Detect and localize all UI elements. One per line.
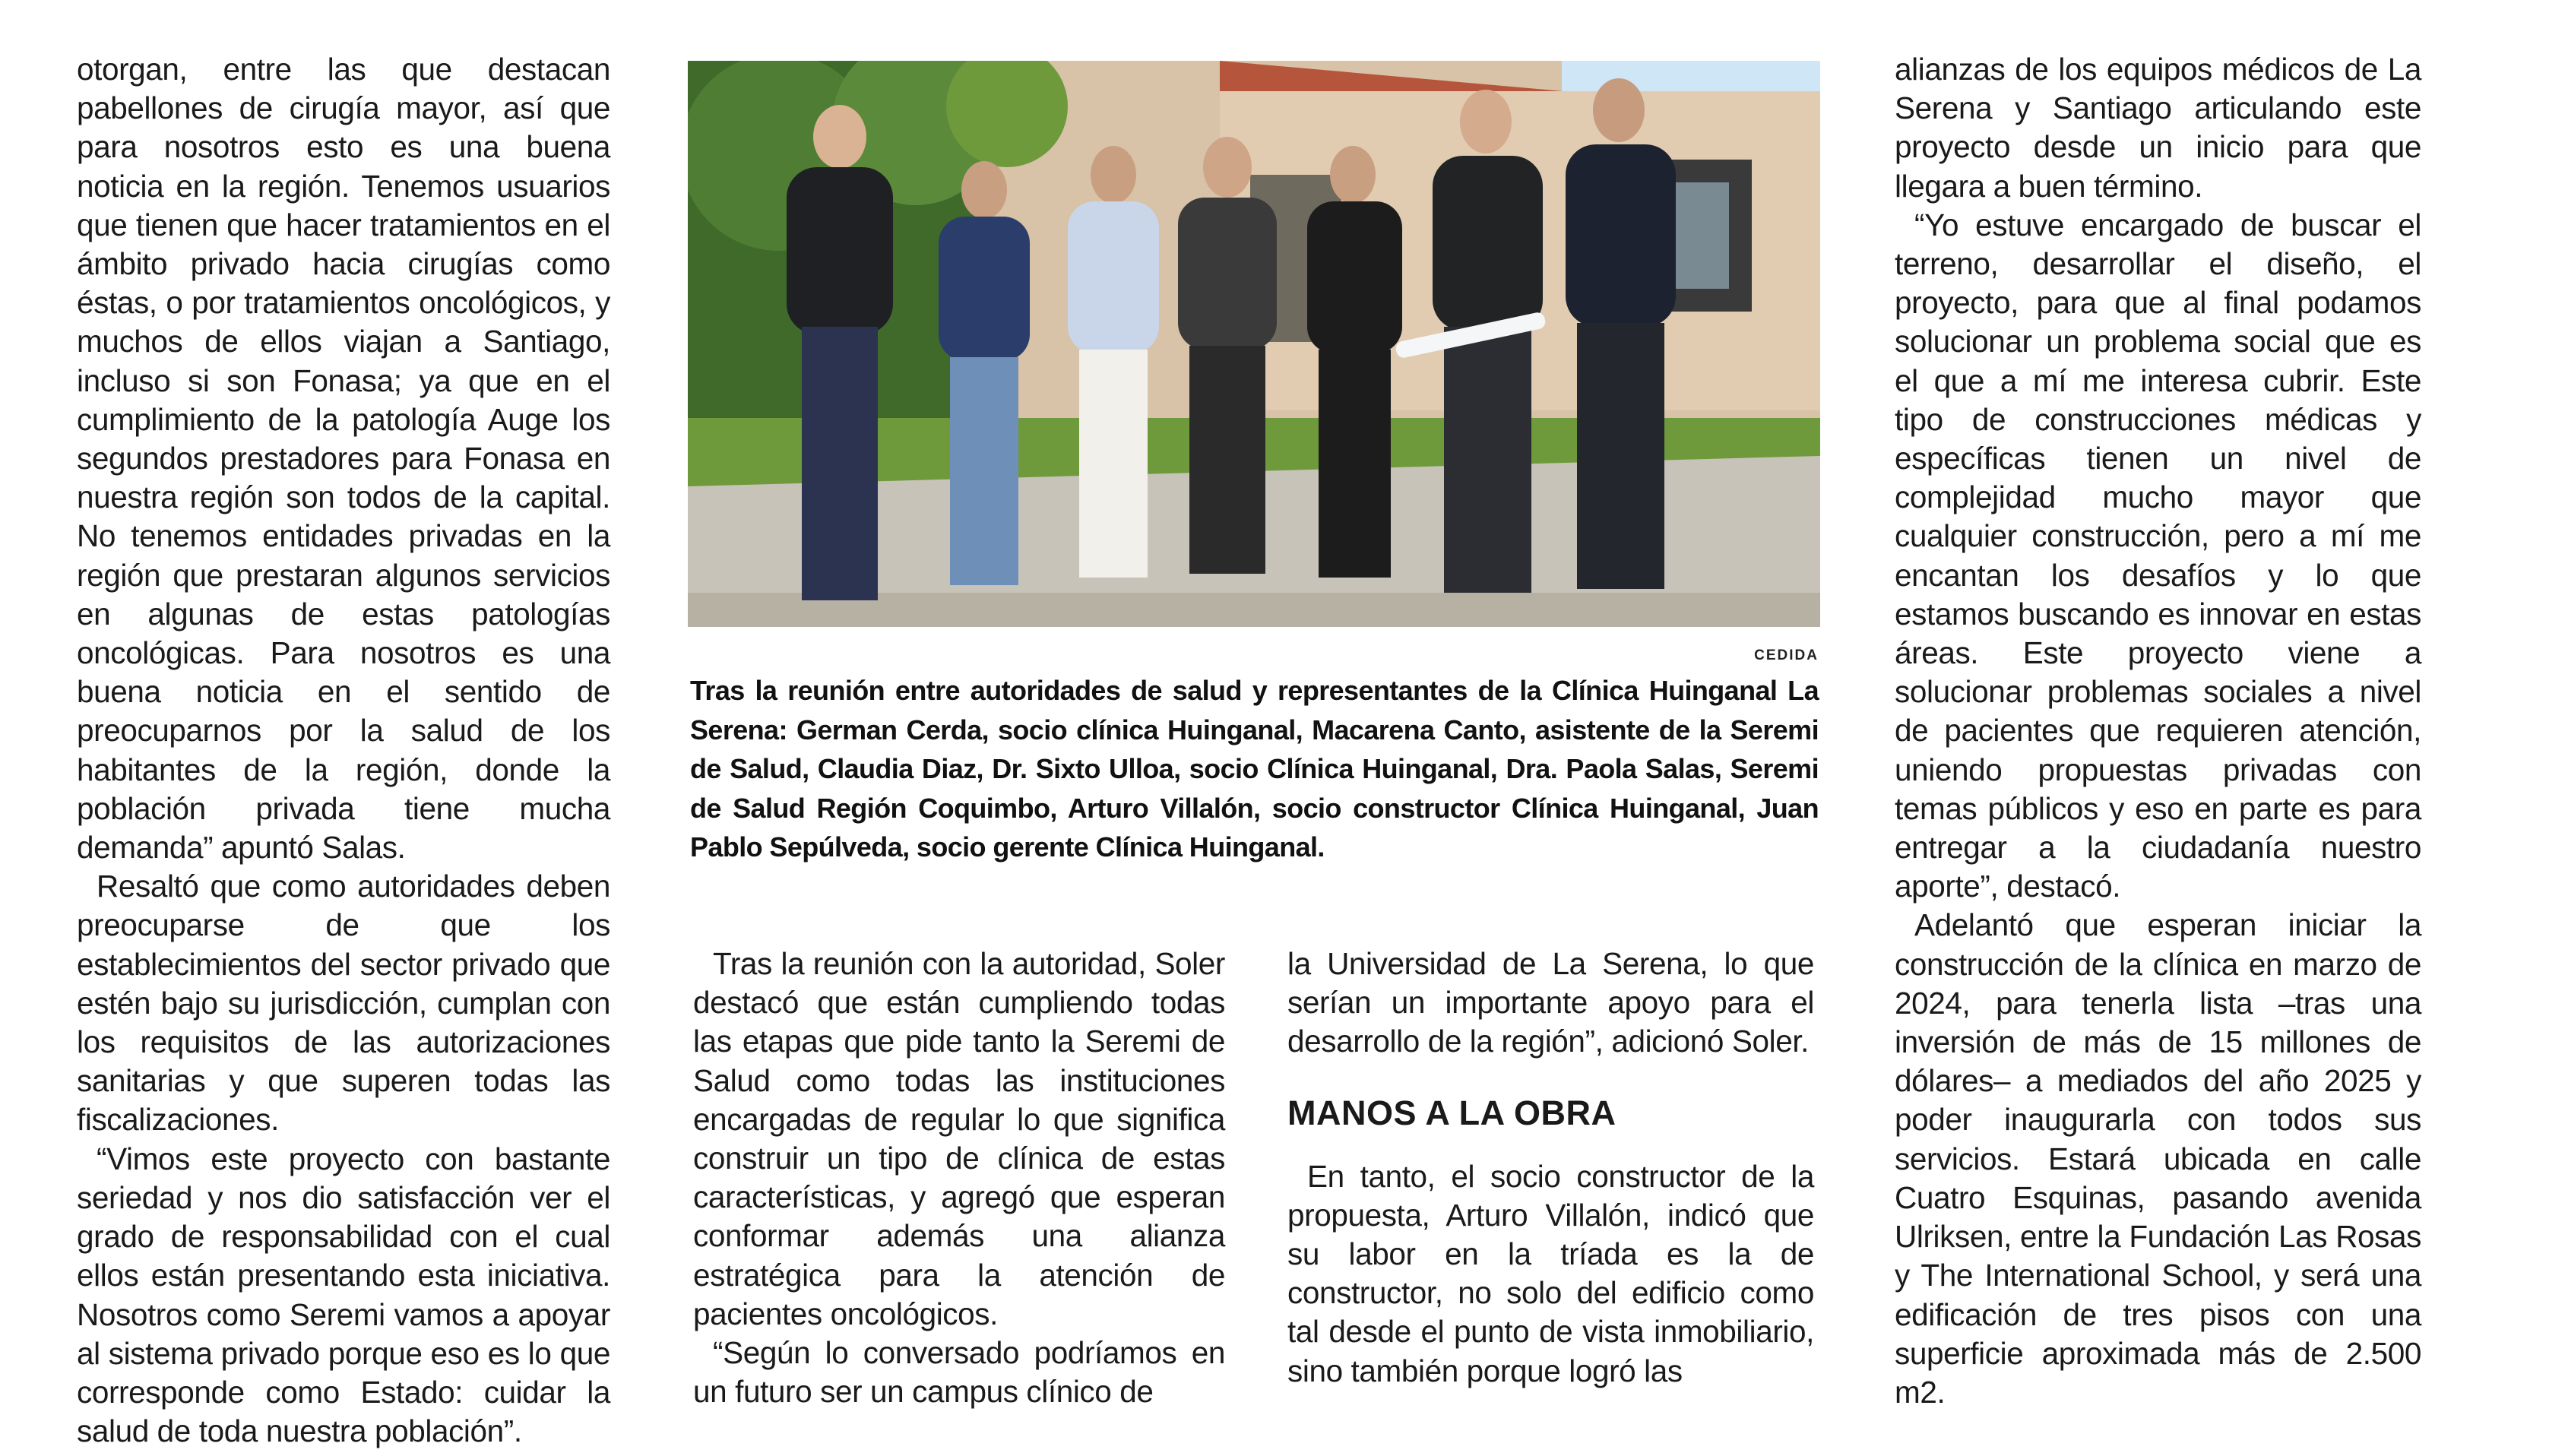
article-column-2	[693, 945, 1225, 1411]
section-subheading: MANOS A LA OBRA	[1287, 1093, 1616, 1132]
article-column-1	[77, 50, 610, 1451]
group-photo-illustration	[688, 61, 1820, 627]
paragraph: Adelantó que esperan iniciar la construcción de la clínica en marzo de 2024, para tenerla lista –tras una inversión de más de 15 millones de dólares– a mediados del año 2025 y poder inaugurarla con todos sus servicios. Estará ubicada en calle Cuatro Esquinas, pasando avenida Ulriksen, entre la Fundación Las Rosas y The International School, y será una edificación de tres pisos con una superficie aproximada más de 2.500 m2.	[1895, 907, 2421, 1410]
paragraph: Resaltó que como autoridades deben preocuparse de que los establecimientos del sector privado que estén bajo su jurisdicción, cumplan con los requisitos de las autorizaciones sanitarias y que superen todas las fiscalizaciones.	[77, 869, 610, 1138]
group-photo	[688, 61, 1820, 627]
paragraph: “Según lo conversado podríamos en un futuro ser un campus clínico de	[693, 1335, 1225, 1410]
paragraph: alianzas de los equipos médicos de La Serena y Santiago articulando este proyecto desde un inicio para que llegara a buen término.	[1895, 52, 2421, 204]
paragraph: Tras la reunión con la autoridad, Soler destacó que están cumpliendo todas las etapas que pide tanto la Seremi de Salud como todas las instituciones encargadas de regular lo que significa construir un tipo de clínica de estas características, y agregó que esperan conformar además una alianza estratégica para la atención de pacientes oncológicos.	[693, 946, 1225, 1331]
article-column-3	[1287, 945, 1814, 1391]
paragraph: otorgan, entre las que destacan pabellones de cirugía mayor, así que para nosotros esto es una buena noticia en la región. Tenemos usuarios que tienen que hacer tratamientos en el ámbito privado hacia cirugías como éstas, o por tratamientos oncológicos, y muchos de ellos viajan a Santiago, incluso si son Fonasa; ya que en el cumplimiento de la patología Auge los segundos prestadores para Fonasa en nuestra región son todos de la capital. No tenemos entidades privadas en la región que prestaran algunos servicios en algunas de estas patologías oncológicas. Para nosotros es una buena noticia en el sentido de preocuparnos por la salud de los habitantes de la región, donde la población privada tiene mucha demanda” apuntó Salas.	[77, 52, 610, 866]
paragraph: “Yo estuve encargado de buscar el terreno, desarrollar el diseño, el proyecto, para que al final podamos solucionar un problema social que es el que a mí me interesa cubrir. Este tipo de construcciones médicas y específicas tienen un nivel de complejidad mucho mayor que cualquier construcción, pero a mí me encantan los desafíos y lo que estamos buscando es innovar en estas áreas. Este proyecto viene a solucionar problemas sociales a nivel de pacientes que requieren atención, uniendo propuestas privadas con temas públicos y eso en parte es para entregar a la ciudadanía nuestro aporte”, destacó.	[1895, 207, 2421, 904]
photo-credit: CEDIDA	[1754, 647, 1819, 663]
paragraph: “Vimos este proyecto con bastante seriedad y nos dio satisfacción ver el grado de responsabilidad con el cual ellos están presentando esta iniciativa. Nosotros como Seremi vamos a apoyar al sistema privado porque eso es lo que corresponde como Estado: cuidar la salud de toda nuestra población”.	[77, 1141, 610, 1449]
paragraph: En tanto, el socio constructor de la propuesta, Arturo Villalón, indicó que su labor en la tríada es la de constructor, no solo del edificio como tal desde el punto de vista inmobiliario, sino también porque logró las	[1287, 1158, 1814, 1388]
article-column-4	[1895, 50, 2421, 1412]
paragraph: la Universidad de La Serena, lo que serían un importante apoyo para el desarrollo de la región”, adicionó Soler.	[1287, 946, 1814, 1059]
photo-caption: Tras la reunión entre autoridades de salud y representantes de la Clínica Huinganal La Serena: German Cerda, socio clínica Huinganal, Macarena Canto, asistente de la Seremi de Salud, Claudia Diaz, Dr. Sixto Ulloa, socio Clínica Huinganal, Dra. Paola Salas, Seremi de Salud Región Coquimbo, Arturo Villalón, socio constructor Clínica Huinganal, Juan Pablo Sepúlveda, socio gerente Clínica Huinganal.	[690, 675, 1819, 863]
